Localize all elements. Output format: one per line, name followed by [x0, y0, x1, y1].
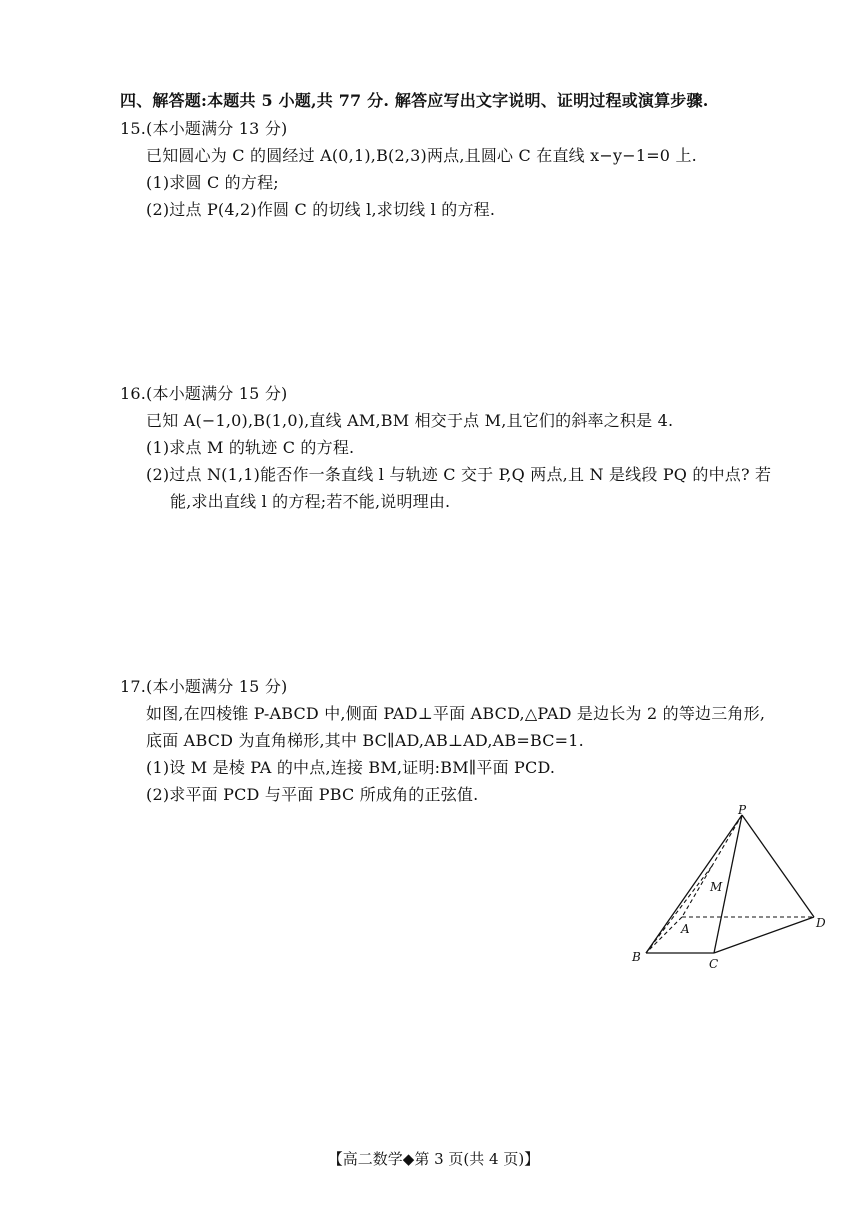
edge-CD: [714, 917, 814, 953]
question-17-title: 17.(本小题满分 15 分): [120, 677, 288, 696]
question-16-part-2-cont: 能,求出直线 l 的方程;若不能,说明理由.: [170, 492, 451, 511]
edge-AB: [646, 917, 682, 953]
label-C: C: [709, 957, 719, 971]
question-17-stem-cont: 底面 ABCD 为直角梯形,其中 BC∥AD,AB⊥AD,AB=BC=1.: [146, 731, 584, 750]
label-D: D: [816, 916, 826, 930]
question-16-stem: 已知 A(−1,0),B(1,0),直线 AM,BM 相交于点 M,且它们的斜率之积是 4.: [146, 411, 674, 430]
segment-BM: [646, 866, 712, 953]
pyramid-figure: [620, 805, 835, 980]
question-16-title: 16.(本小题满分 15 分): [120, 384, 288, 403]
question-16-part-2: (2)过点 N(1,1)能否作一条直线 l 与轨迹 C 交于 P,Q 两点,且 N 是线段 PQ 的中点? 若: [146, 465, 772, 484]
page-footer: 【高二数学◆第 3 页(共 4 页)】: [327, 1150, 540, 1168]
question-17-part-1: (1)设 M 是棱 PA 的中点,连接 BM,证明:BM∥平面 PCD.: [146, 758, 556, 777]
label-P: P: [738, 805, 747, 817]
question-15-title: 15.(本小题满分 13 分): [120, 119, 288, 138]
question-16-part-1: (1)求点 M 的轨迹 C 的方程.: [146, 438, 355, 457]
label-A: A: [681, 922, 690, 936]
label-M: M: [710, 880, 723, 894]
question-17-part-2: (2)求平面 PCD 与平面 PBC 所成角的正弦值.: [146, 785, 479, 804]
question-15-part-1: (1)求圆 C 的方程;: [146, 173, 279, 192]
label-B: B: [632, 950, 641, 964]
edge-PD: [742, 815, 814, 917]
section-heading: 四、解答题:本题共 5 小题,共 77 分. 解答应写出文字说明、证明过程或演算步骤.: [120, 91, 709, 110]
question-15-part-2: (2)过点 P(4,2)作圆 C 的切线 l,求切线 l 的方程.: [146, 200, 496, 219]
question-17-stem: 如图,在四棱锥 P-ABCD 中,侧面 PAD⊥平面 ABCD,△PAD 是边长为 2 的等边三角形,: [146, 704, 766, 723]
question-15-stem: 已知圆心为 C 的圆经过 A(0,1),B(2,3)两点,且圆心 C 在直线 x−y−1=0 上.: [146, 146, 697, 165]
